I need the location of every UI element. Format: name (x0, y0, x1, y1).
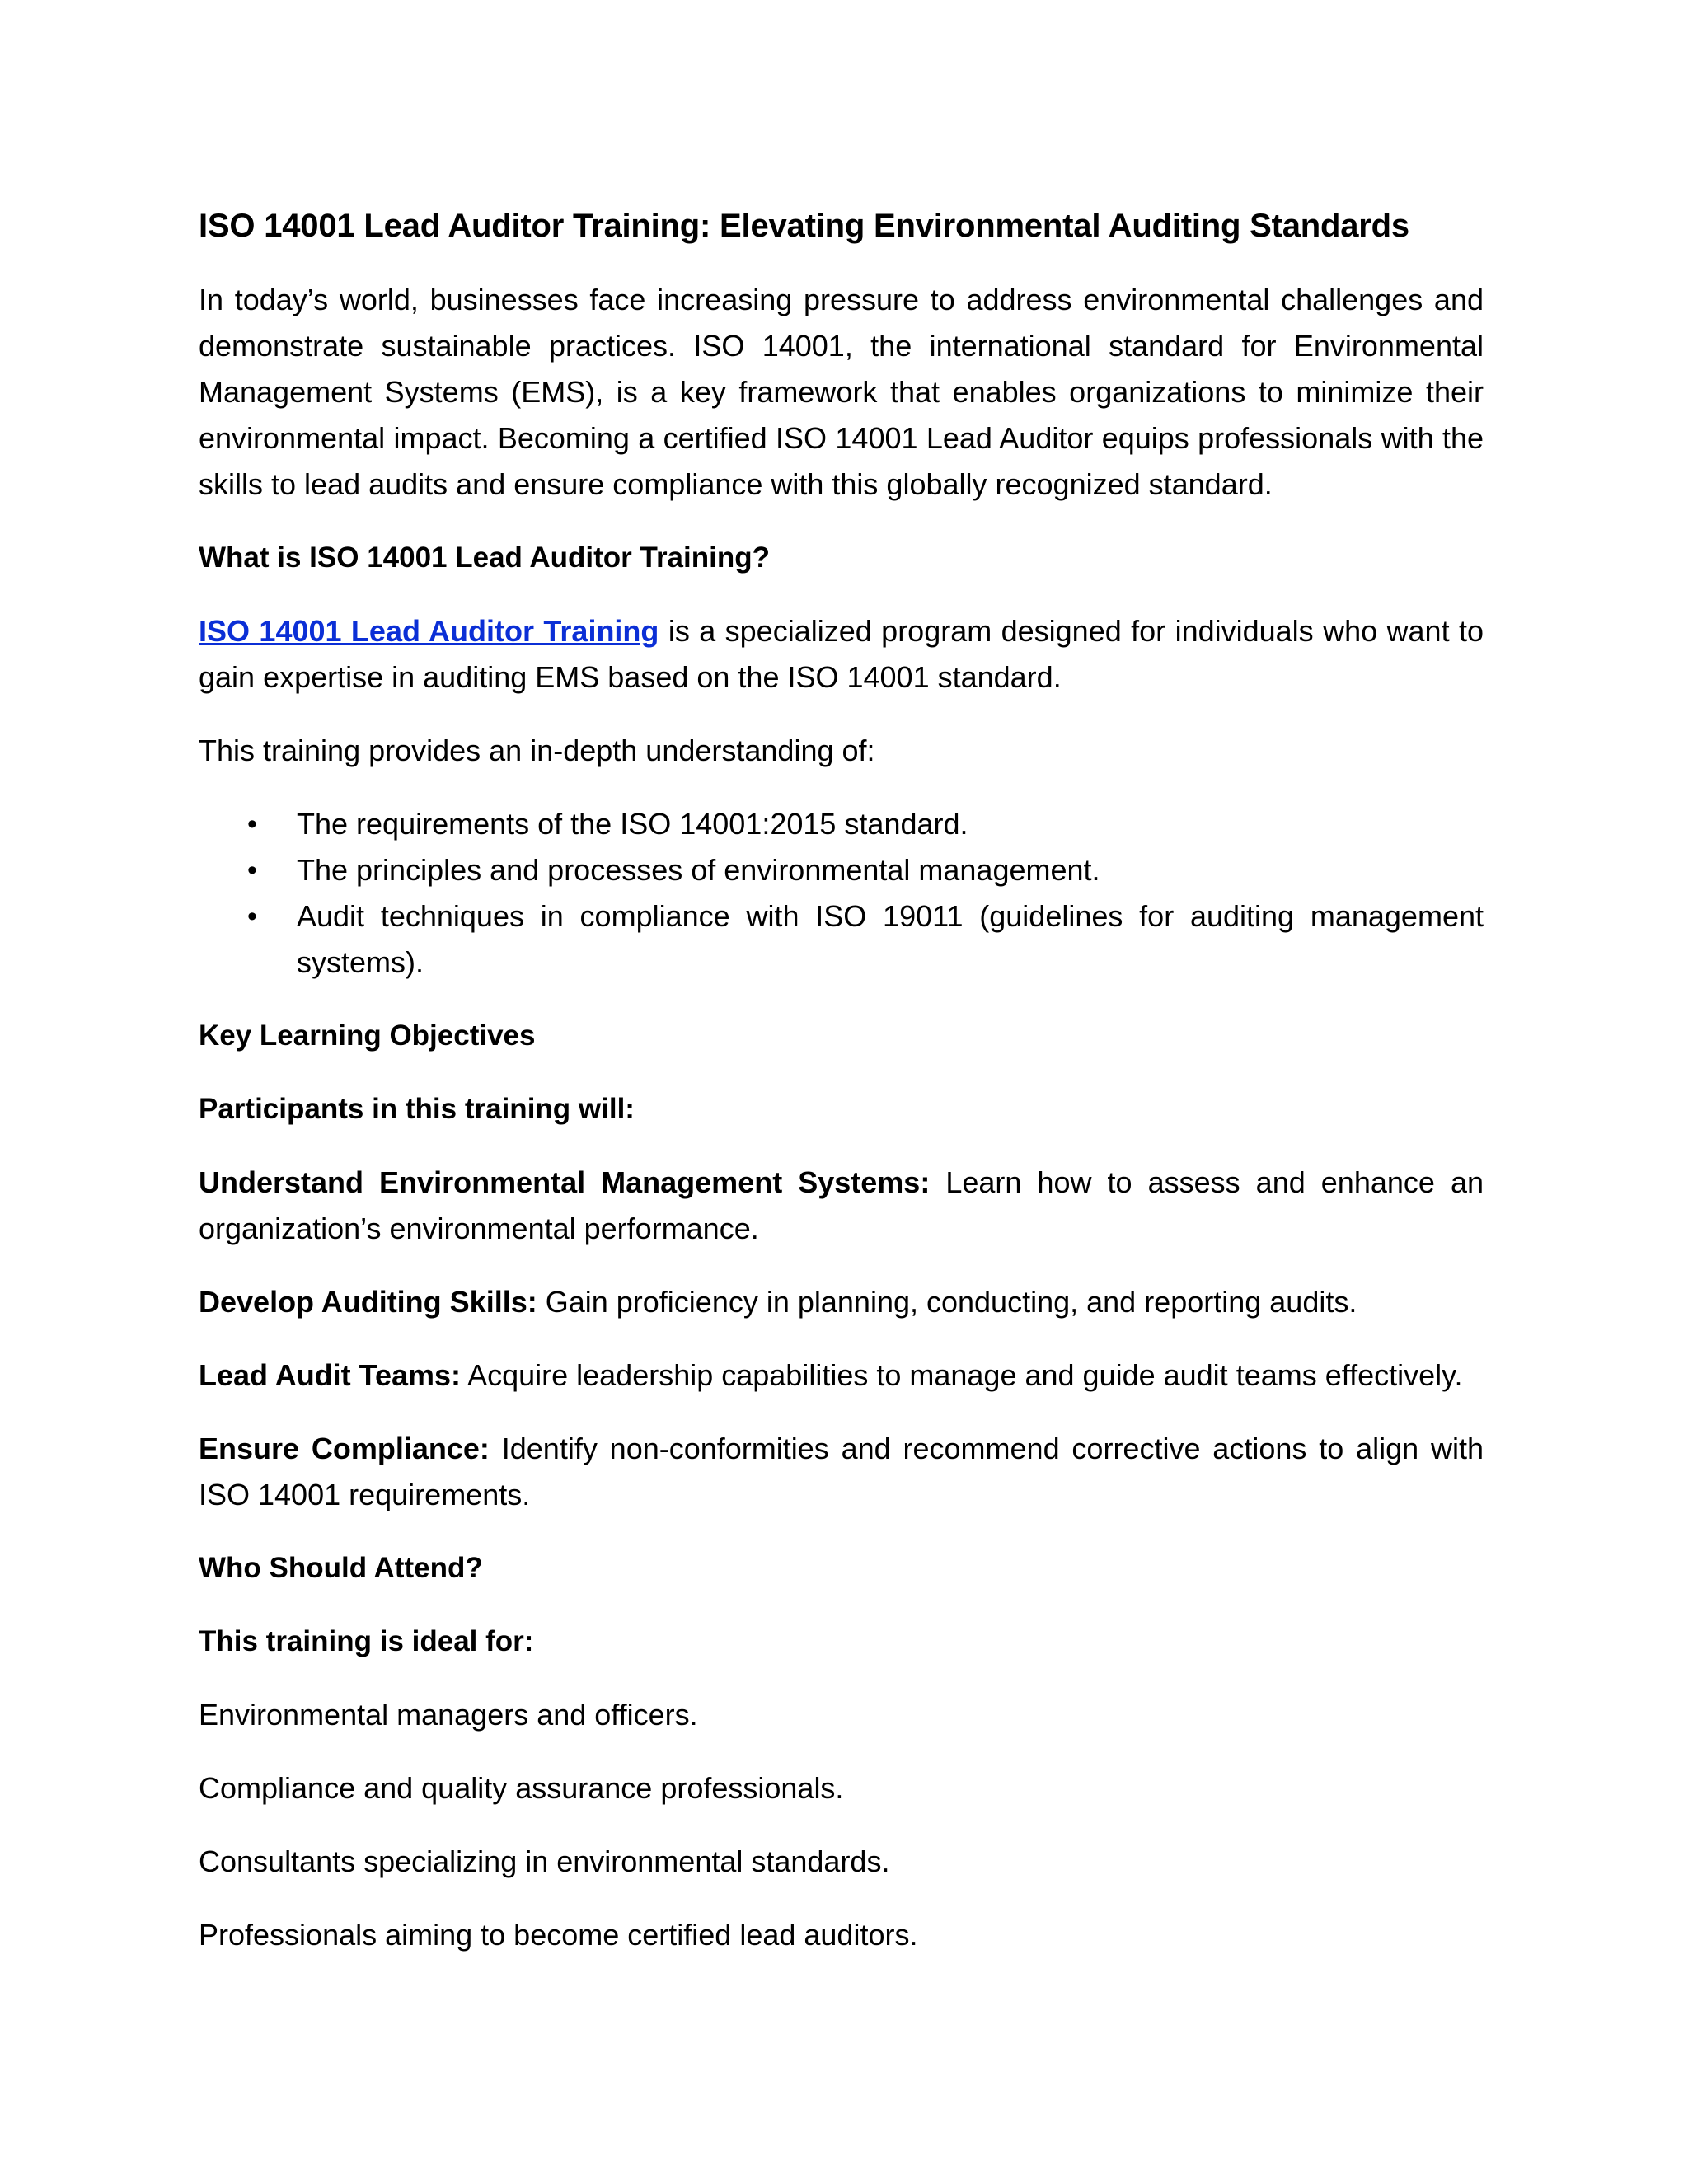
section-heading-attend: Who Should Attend? (199, 1552, 483, 1584)
attendee-item: Professionals aiming to become certified lead auditors. (199, 1918, 918, 1952)
training-link[interactable]: ISO 14001 Lead Auditor Training (199, 614, 659, 648)
objective-text: Learn how to assess and enhance an organization’s environmental performance. (199, 1165, 1484, 1245)
objective-label: Develop Auditing Skills: (199, 1285, 537, 1319)
objective-text: Identify non-conformities and recommend corrective actions to align with ISO 14001 requirements. (199, 1432, 1484, 1511)
attend-subheading: This training is ideal for: (199, 1625, 534, 1657)
objective-text: Gain proficiency in planning, conducting, and reporting audits. (537, 1285, 1357, 1319)
objective-label: Understand Environmental Management Systems: (199, 1165, 931, 1199)
provides-paragraph: This training provides an in-depth understanding of: (199, 733, 875, 767)
objective-label: Ensure Compliance: (199, 1432, 490, 1465)
attendee-item: Environmental managers and officers. (199, 1698, 698, 1732)
objectives-subheading: Participants in this training will: (199, 1093, 635, 1125)
list-item-text: The requirements of the ISO 14001:2015 standard. (297, 807, 968, 841)
document-page (199, 203, 1484, 1985)
topics-list (199, 801, 1484, 986)
objective-label: Lead Audit Teams: (199, 1358, 462, 1392)
list-item (247, 847, 1484, 893)
what-paragraph-text: is a specialized program designed for individuals who want to gain expertise in auditing EMS based on the ISO 14001 standard. (199, 614, 1484, 694)
objective-text: Acquire leadership capabilities to manage and guide audit teams effectively. (461, 1358, 1463, 1392)
bullet-icon: • (247, 855, 257, 886)
objective-item (199, 1279, 1484, 1325)
intro-paragraph: In today’s world, businesses face increasing pressure to address environmental challenges and demonstrate sustainable practices. ISO 14001, the international standard for Environmental Management Systems (EMS), is a key framework that enables organizations to minimize their environmental impact. Becoming a certified ISO 14001 Lead Auditor equips professionals with the skills to lead audits and ensure compliance with this globally recognized standard. (199, 283, 1484, 501)
what-paragraph (199, 608, 1484, 701)
document-title: ISO 14001 Lead Auditor Training: Elevating Environmental Auditing Standards (199, 208, 1409, 244)
section-heading-objectives: Key Learning Objectives (199, 1019, 536, 1052)
list-item-text: Audit techniques in compliance with ISO 19011 (guidelines for auditing management systems). (297, 899, 1484, 979)
bullet-icon: • (247, 808, 257, 840)
list-item (247, 893, 1484, 986)
bullet-icon: • (247, 901, 257, 932)
objective-item (199, 1352, 1484, 1399)
list-item-text: The principles and processes of environmental management. (297, 853, 1100, 887)
section-heading-what: What is ISO 14001 Lead Auditor Training? (199, 541, 770, 574)
objective-item (199, 1160, 1484, 1252)
list-item (247, 801, 1484, 847)
objective-item (199, 1426, 1484, 1518)
attendee-item: Consultants specializing in environmental standards. (199, 1844, 890, 1878)
attendee-item: Compliance and quality assurance professionals. (199, 1771, 844, 1805)
